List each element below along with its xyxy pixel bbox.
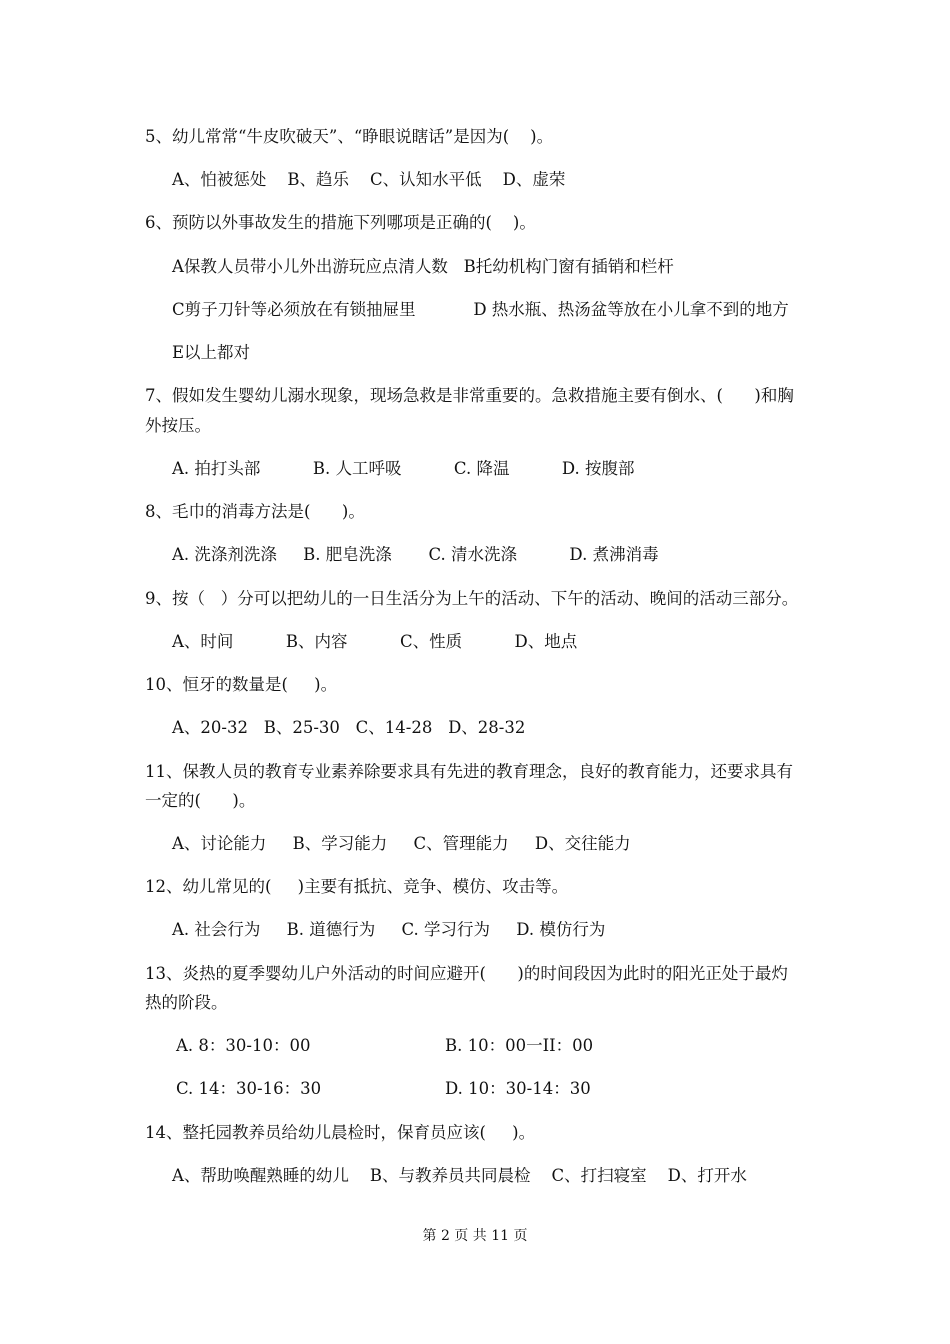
question-13: 13、炎热的夏季婴幼儿户外活动的时间应避开( )的时间段因为此时的阳光正处于最灼 <box>145 964 788 983</box>
question-14-options: A、帮助唤醒熟睡的幼儿 B、与教养员共同晨检 C、打扫寝室 D、打开水 <box>172 1166 747 1185</box>
question-7: 7、假如发生婴幼儿溺水现象，现场急救是非常重要的。急救措施主要有倒水、( )和胸 <box>145 386 794 405</box>
question-9: 9、按（ ）分可以把幼儿的一日生活分为上午的活动、下午的活动、晚间的活动三部分。 <box>145 589 799 608</box>
question-6: 6、预防以外事故发生的措施下列哪项是正确的( )。 <box>145 213 536 232</box>
question-5-options: A、怕被惩处 B、趋乐 C、认知水平低 D、虚荣 <box>172 170 566 189</box>
question-12-options: A. 社会行为 B. 道德行为 C. 学习行为 D. 模仿行为 <box>172 920 606 939</box>
question-13-option-c: C. 14：30-16：30 <box>176 1079 322 1098</box>
question-11-options: A、讨论能力 B、学习能力 C、管理能力 D、交往能力 <box>172 834 631 853</box>
question-11-continued: 一定的( )。 <box>145 791 256 810</box>
question-13-option-b: B. 10：00一II：00 <box>445 1036 594 1055</box>
question-7-options: A. 拍打头部 B. 人工呼吸 C. 降温 D. 按腹部 <box>172 459 635 478</box>
page-footer: 第 2 页 共 11 页 <box>422 1228 528 1244</box>
question-14: 14、整托园教养员给幼儿晨检时，保育员应该( )。 <box>145 1123 536 1142</box>
question-10: 10、恒牙的数量是( )。 <box>145 675 338 694</box>
question-13-option-d: D. 10：30-14：30 <box>445 1079 591 1098</box>
question-6-options-ab: A保教人员带小儿外出游玩应点清人数 B托幼机构门窗有插销和栏杆 <box>172 257 674 276</box>
question-8-options: A. 洗涤剂洗涤 B. 肥皂洗涤 C. 清水洗涤 D. 煮沸消毒 <box>172 545 659 564</box>
question-12: 12、幼儿常见的( )主要有抵抗、竞争、模仿、攻击等。 <box>145 877 569 896</box>
question-13-continued: 热的阶段。 <box>145 993 228 1012</box>
question-9-options: A、时间 B、内容 C、性质 D、地点 <box>172 632 578 651</box>
question-5: 5、幼儿常常“牛皮吹破天”、“睁眼说瞎话”是因为( )。 <box>145 127 554 146</box>
question-13-option-a: A. 8：30-10：00 <box>176 1036 311 1055</box>
question-7-continued: 外按压。 <box>145 416 211 435</box>
question-6-options-cd: C剪子刀针等必须放在有锁抽屉里 D 热水瓶、热汤盆等放在小儿拿不到的地方 <box>172 300 789 319</box>
question-6-option-e: E以上都对 <box>172 343 251 362</box>
question-10-options: A、20-32 B、25-30 C、14-28 D、28-32 <box>172 718 526 737</box>
question-8: 8、毛巾的消毒方法是( )。 <box>145 502 365 521</box>
question-11: 11、保教人员的教育专业素养除要求具有先进的教育理念，良好的教育能力，还要求具有 <box>145 762 793 781</box>
